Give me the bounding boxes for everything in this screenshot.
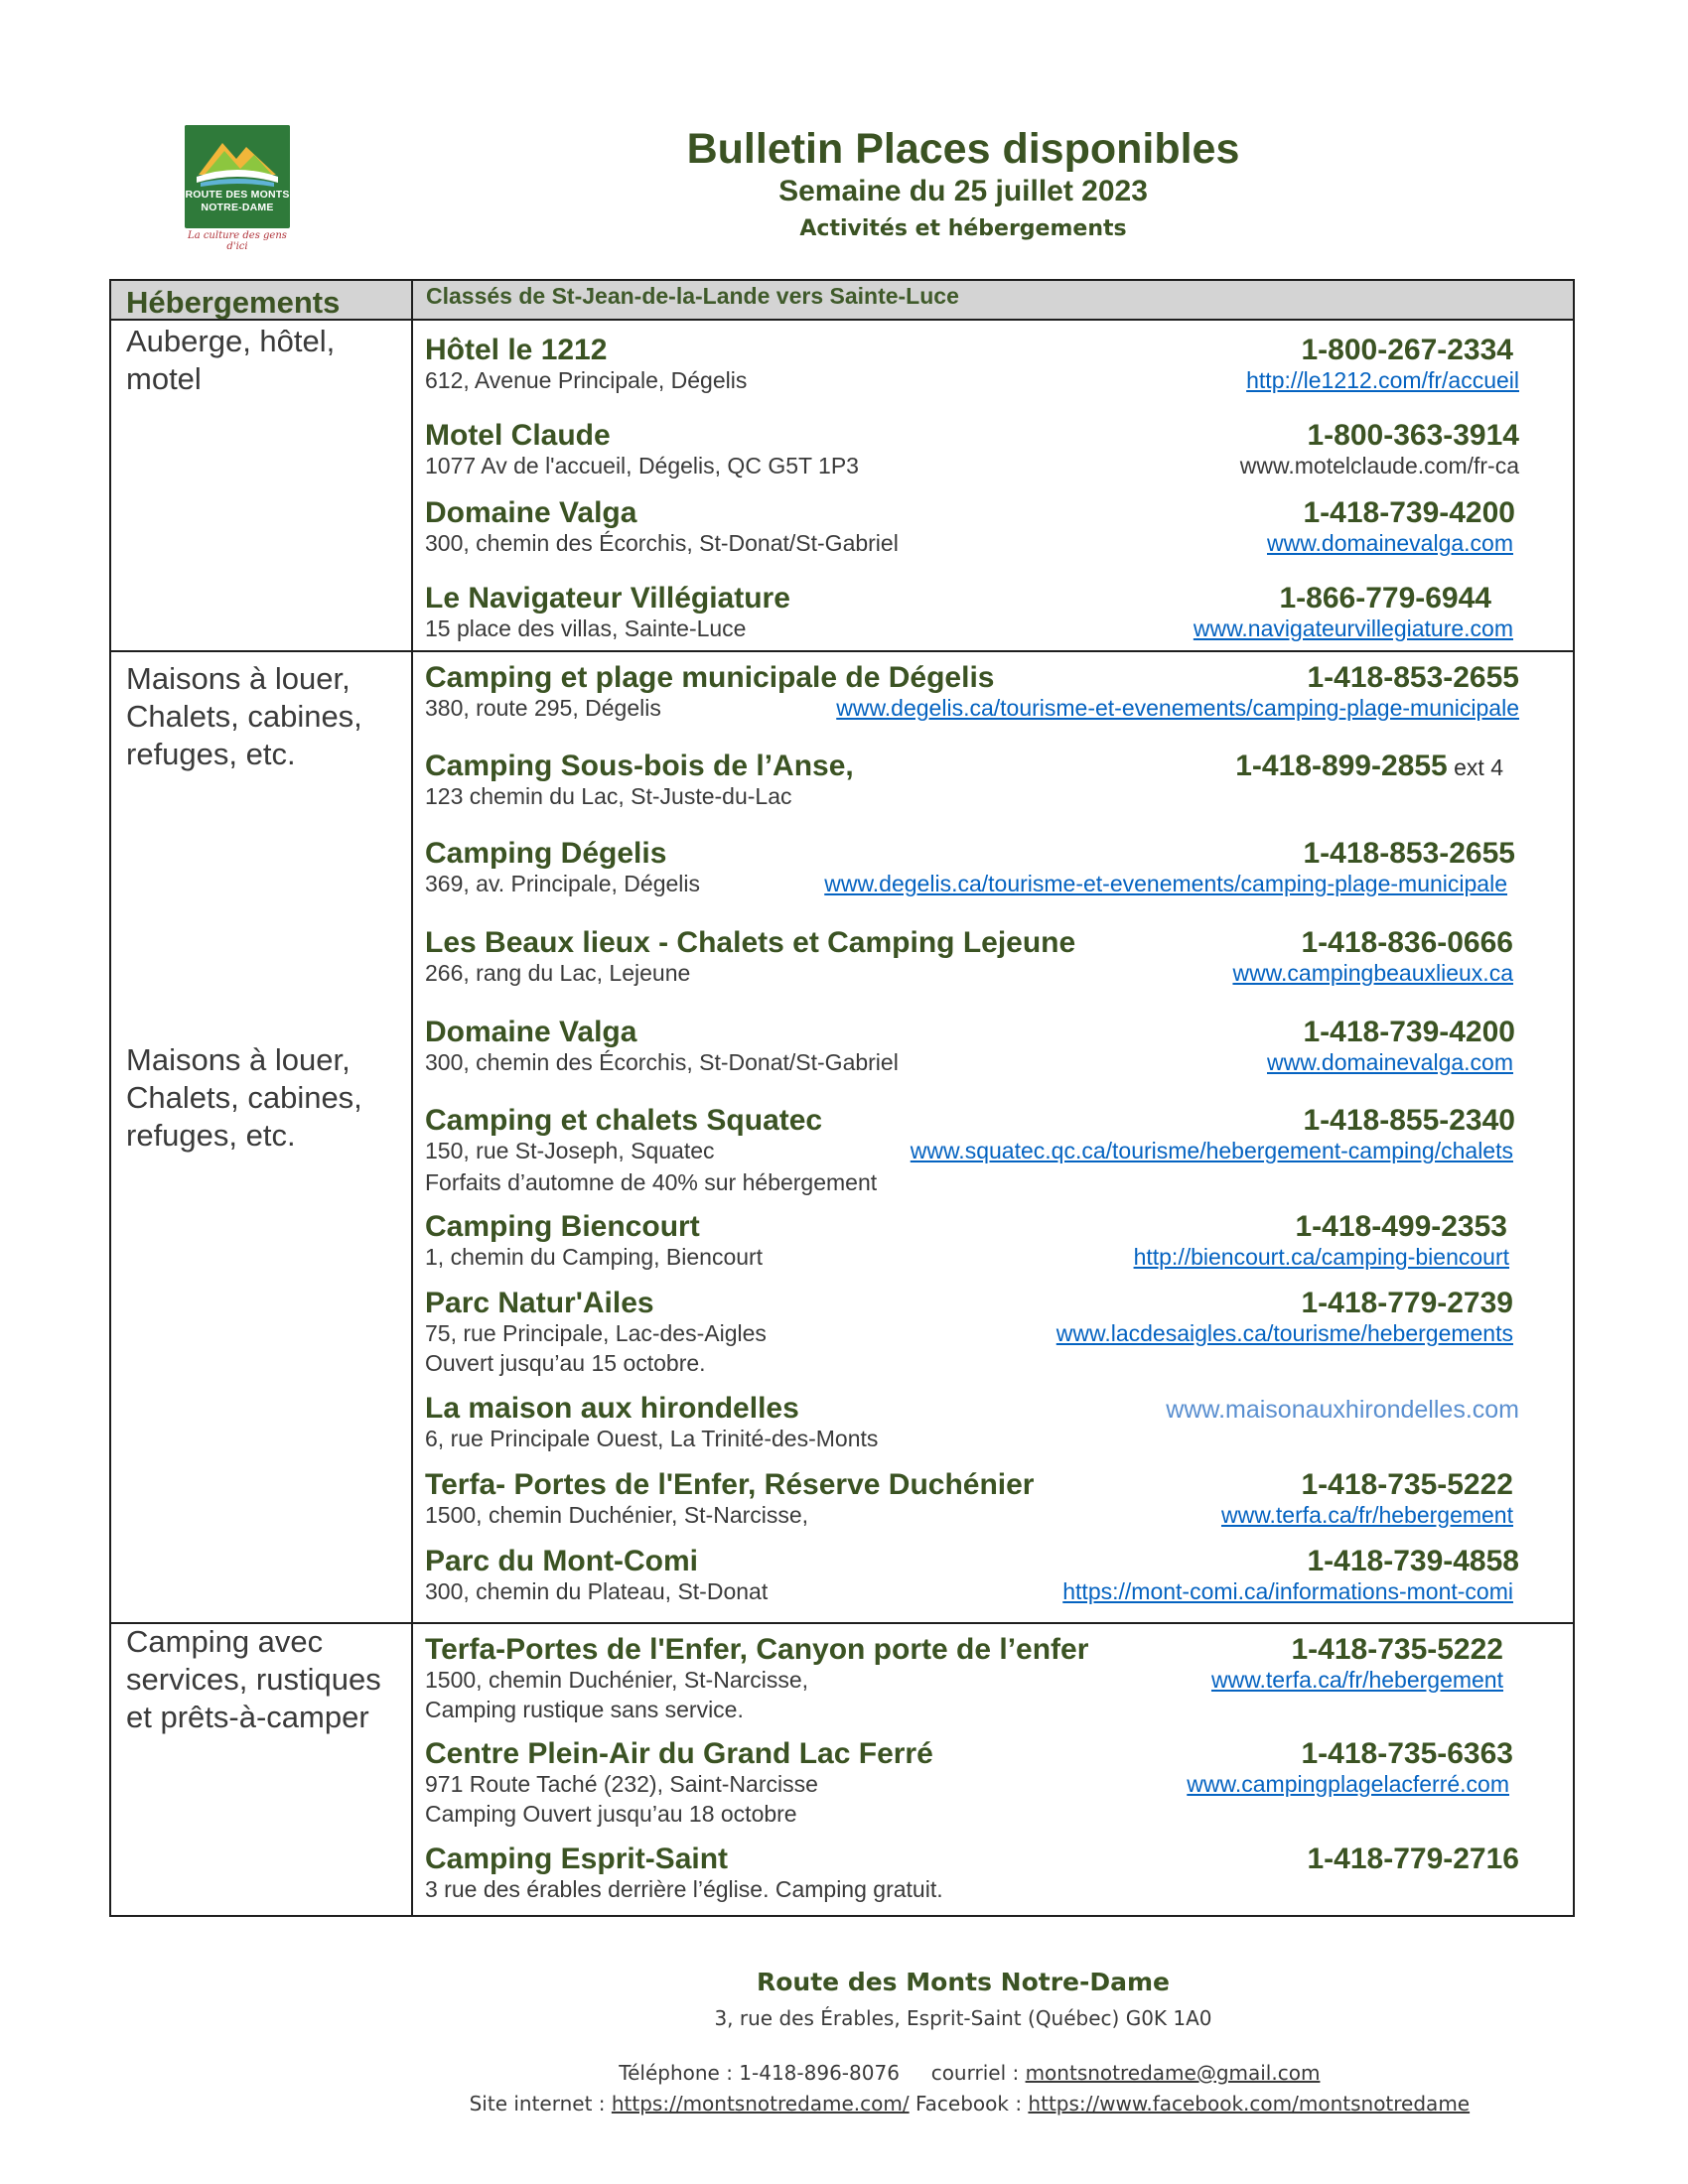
listing-name: Terfa- Portes de l'Enfer, Réserve Duchénier [425,1468,1035,1501]
listing-phone: 1-418-739-4858 [1307,1545,1519,1577]
listing-phone: 1-418-739-4200 [1303,496,1515,529]
listing-name: Hôtel le 1212 [425,334,608,366]
listing-url[interactable]: www.campingbeauxlieux.ca [1232,960,1513,986]
listing-name: Camping et chalets Squatec [425,1104,823,1137]
listing-phone: 1-418-853-2655 [1303,837,1515,870]
logo-tagline: La culture des gens d'ici [188,230,287,252]
listing-url[interactable]: http://biencourt.ca/camping-biencourt [1133,1244,1509,1270]
listing-address: 266, rang du Lac, Lejeune [425,960,691,986]
page-subtitle: Semaine du 25 juillet 2023 [778,175,1148,207]
listing-url[interactable]: www.domainevalga.com [1266,1049,1513,1075]
category-camping: Camping avec services, rustiques et prêts-à-camper [126,1624,381,1734]
listing-name: Centre Plein-Air du Grand Lac Ferré [425,1737,933,1770]
table-header-row [111,281,1573,321]
listing-name: Camping Esprit-Saint [425,1843,729,1875]
category-rentals: Maisons à louer, Chalets, cabines, refuges, etc. [126,661,362,771]
listing-name: Camping Biencourt [425,1210,700,1243]
footer-address: 3, rue des Érables, Esprit-Saint (Québec) G0K 1A0 [714,2006,1212,2030]
category-hotels: Auberge, hôtel, motel [126,324,336,396]
footer-facebook-label: Facebook : [909,2092,1029,2116]
listing-phone: 1-418-735-5222 [1291,1633,1503,1666]
listing-phone [1235,750,1503,783]
listing-name: Motel Claude [425,419,611,452]
page-title: Bulletin Places disponibles [686,125,1240,173]
listing-name: Parc du Mont-Comi [425,1545,698,1577]
listing-note: Camping rustique sans service. [425,1697,744,1722]
page-subsubtitle: Activités et hébergements [799,216,1127,241]
listing-phone-number: 1-418-899-2855 [1235,750,1448,782]
listing-name: Domaine Valga [425,1016,637,1048]
listing-address: 15 place des villas, Sainte-Luce [425,615,747,641]
listing-phone-ext: ext 4 [1447,754,1503,780]
listing-address: 380, route 295, Dégelis [425,695,661,721]
footer-website-label: Site internet : [469,2092,612,2116]
listing-address: 3 rue des érables derrière l’église. Camping gratuit. [425,1876,943,1902]
listing-phone: 1-418-836-0666 [1301,926,1513,959]
listing-address: 1500, chemin Duchénier, St-Narcisse, [425,1667,809,1693]
listing-url[interactable]: www.degelis.ca/tourisme-et-evenements/camping-plage-municipale [836,695,1519,721]
footer-facebook-link[interactable]: https://www.facebook.com/montsnotredame [1028,2092,1471,2116]
listing-phone: 1-418-853-2655 [1307,661,1519,694]
listing-address: 1500, chemin Duchénier, St-Narcisse, [425,1502,809,1528]
category-rentals-repeat: Maisons à louer, Chalets, cabines, refuges, etc. [126,1042,362,1153]
listing-url[interactable]: www.degelis.ca/tourisme-et-evenements/camping-plage-municipale [824,871,1507,896]
listing-phone: 1-418-499-2353 [1295,1210,1507,1243]
listing-address: 1, chemin du Camping, Biencourt [425,1244,764,1270]
row-divider [111,650,1573,652]
listing-name: Camping et plage municipale de Dégelis [425,661,995,694]
listing-address: 971 Route Taché (232), Saint-Narcisse [425,1771,818,1797]
listing-address: 612, Avenue Principale, Dégelis [425,367,748,393]
column-divider [411,281,413,1915]
listing-name: Le Navigateur Villégiature [425,582,790,614]
listing-phone: 1-418-739-4200 [1303,1016,1515,1048]
listing-url: www.motelclaude.com/fr-ca [1239,453,1519,478]
footer-website-link[interactable]: https://montsnotredame.com/ [611,2092,910,2116]
footer-web [119,2068,1688,2116]
listing-address: 123 chemin du Lac, St-Juste-du-Lac [425,783,792,809]
listing-url[interactable]: www.terfa.ca/fr/hebergement [1210,1667,1503,1693]
listing-phone: 1-418-779-2716 [1307,1843,1519,1875]
listing-address: 75, rue Principale, Lac-des-Aigles [425,1320,767,1346]
listing-name: Terfa-Portes de l'Enfer, Canyon porte de l’enfer [425,1633,1089,1666]
listing-address: 1077 Av de l'accueil, Dégelis, QC G5T 1P3 [425,453,859,478]
listing-url[interactable]: www.navigateurvillegiature.com [1193,615,1513,641]
listing-phone: 1-418-779-2739 [1301,1287,1513,1319]
table-header-accommodations: Hébergements [126,285,341,320]
listing-phone: 1-418-735-5222 [1301,1468,1513,1501]
listing-note: Camping Ouvert jusqu’au 18 octobre [425,1801,797,1827]
listing-phone: 1-800-267-2334 [1301,334,1513,366]
listing-note: Ouvert jusqu’au 15 octobre. [425,1350,706,1376]
listing-address: 6, rue Principale Ouest, La Trinité-des-Monts [425,1426,879,1451]
listing-url[interactable]: www.campingplagelacferré.com [1187,1771,1509,1797]
listing-url[interactable]: https://mont-comi.ca/informations-mont-comi [1062,1578,1513,1604]
listing-address: 300, chemin des Écorchis, St-Donat/St-Gabriel [425,530,899,556]
listing-url[interactable]: www.lacdesaigles.ca/tourisme/hebergements [1055,1320,1513,1346]
listing-address: 300, chemin du Plateau, St-Donat [425,1578,769,1604]
listing-note: Forfaits d’automne de 40% sur hébergement [425,1169,878,1195]
listing-phone: 1-800-363-3914 [1307,419,1519,452]
table-header-order-note: Classés de St-Jean-de-la-Lande vers Sainte-Luce [426,283,959,309]
footer-email-link[interactable]: montsnotredame@gmail.com [1025,2061,1321,2085]
listing-url[interactable]: www.domainevalga.com [1266,530,1513,556]
listing-name: La maison aux hirondelles [425,1392,799,1425]
listing-name: Camping Dégelis [425,837,667,870]
listing-phone: 1-866-779-6944 [1279,582,1491,614]
logo-text: ROUTE DES MONTS NOTRE-DAME [185,189,290,213]
listing-url[interactable]: www.squatec.qc.ca/tourisme/hebergement-camping/chalets [910,1138,1513,1163]
listing-phone: 1-418-855-2340 [1303,1104,1515,1137]
listing-address: 300, chemin des Écorchis, St-Donat/St-Gabriel [425,1049,899,1075]
listing-url[interactable]: http://le1212.com/fr/accueil [1246,367,1519,393]
footer-phone-label: Téléphone : 1-418-896-8076 courriel : [619,2061,1026,2085]
listing-address: 369, av. Principale, Dégelis [425,871,700,896]
listing-name: Les Beaux lieux - Chalets et Camping Lejeune [425,926,1076,959]
listing-name: Parc Natur'Ailes [425,1287,654,1319]
listing-phone: 1-418-735-6363 [1301,1737,1513,1770]
listing-address: 150, rue St-Joseph, Squatec [425,1138,715,1163]
footer-organization: Route des Monts Notre-Dame [757,1968,1170,1996]
listing-url[interactable]: www.maisonauxhirondelles.com [1166,1396,1519,1424]
listing-name: Domaine Valga [425,496,637,529]
listing-name: Camping Sous-bois de l’Anse, [425,750,854,782]
listing-url[interactable]: www.terfa.ca/fr/hebergement [1220,1502,1513,1528]
